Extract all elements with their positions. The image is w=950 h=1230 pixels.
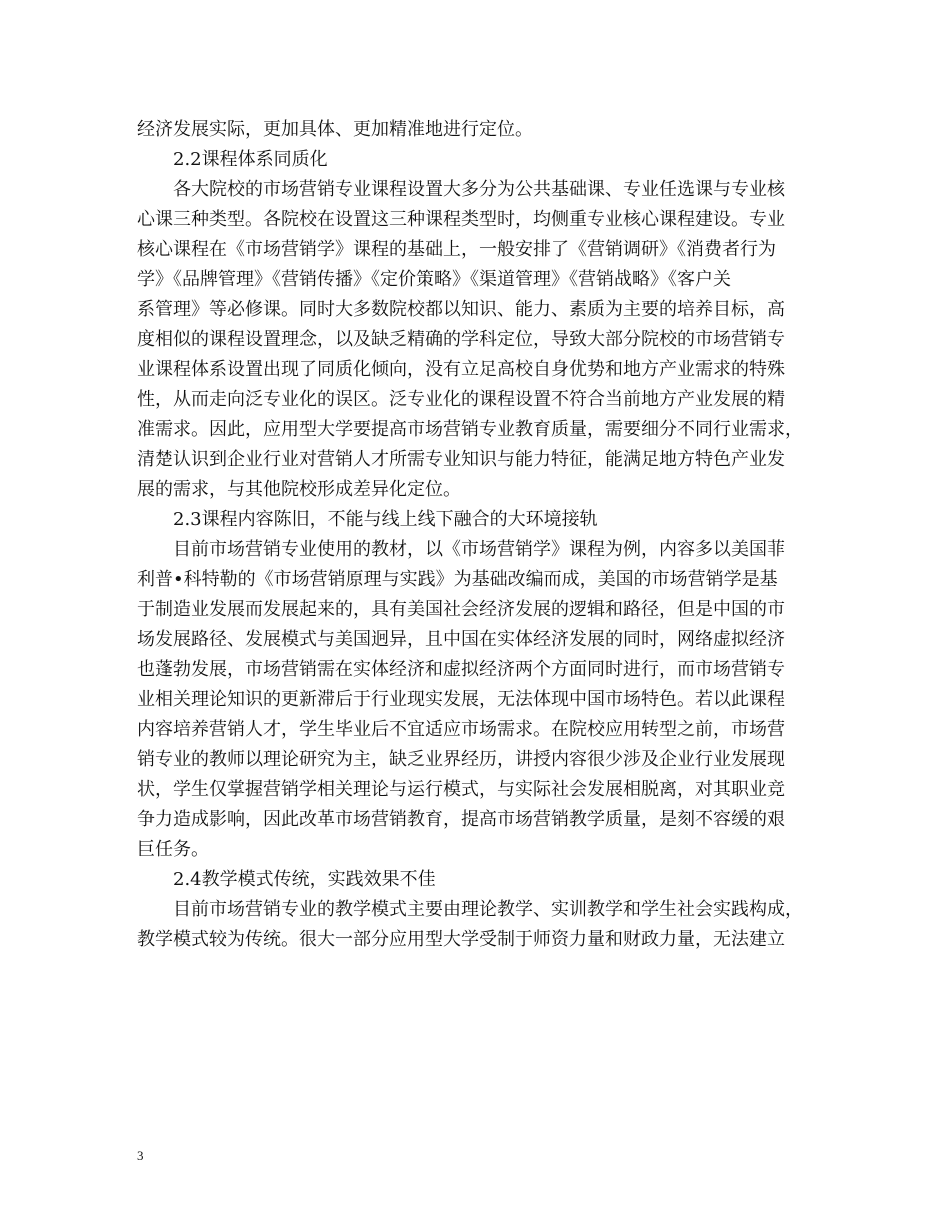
page-number: 3	[137, 1148, 144, 1163]
paragraph-line: 目前市场营销专业的教学模式主要由理论教学、实训教学和学生社会实践构成，	[173, 899, 803, 920]
paragraph-line: 清楚认识到企业行业对营销人才所需专业知识与能力特征，能满足地方特色产业发	[137, 449, 785, 470]
paragraph-line: 业课程体系设置出现了同质化倾向，没有立足高校自身优势和地方产业需求的特殊	[137, 359, 785, 380]
document-body	[137, 115, 825, 955]
paragraph-line: 场发展路径、发展模式与美国迥异，且中国在实体经济发展的同时，网络虚拟经济	[137, 629, 785, 650]
section-heading-2-3: 2.3课程内容陈旧，不能与线上线下融合的大环境接轨	[173, 509, 598, 530]
paragraph-line: 内容培养营销人才，学生毕业后不宜适应市场需求。在院校应用转型之前，市场营	[137, 719, 785, 740]
paragraph-line: 于制造业发展而发展起来的，具有美国社会经济发展的逻辑和路径，但是中国的市	[137, 599, 785, 620]
paragraph-line: 核心课程在《市场营销学》课程的基础上，一般安排了《营销调研》《消费者行为	[137, 239, 776, 260]
paragraph-line: 各大院校的市场营销专业课程设置大多分为公共基础课、专业任选课与专业核	[173, 179, 785, 200]
paragraph-line: 教学模式较为传统。很大一部分应用型大学受制于师资力量和财政力量，无法建立	[137, 929, 785, 950]
paragraph-line: 度相似的课程设置理念，以及缺乏精确的学科定位，导致大部分院校的市场营销专	[137, 329, 785, 350]
paragraph-line: 争力造成影响，因此改革市场营销教育，提高市场营销教学质量，是刻不容缓的艰	[137, 809, 785, 830]
paragraph-line: 经济发展实际，更加具体、更加精准地进行定位。	[137, 119, 533, 140]
paragraph-line: 利普•科特勒的《市场营销原理与实践》为基础改编而成，美国的市场营销学是基	[137, 569, 778, 590]
paragraph-line: 巨任务。	[137, 839, 209, 860]
paragraph-line: 展的需求，与其他院校形成差异化定位。	[137, 479, 461, 500]
paragraph-line: 也蓬勃发展，市场营销需在实体经济和虚拟经济两个方面同时进行，而市场营销专	[137, 659, 785, 680]
paragraph-line: 目前市场营销专业使用的教材，以《市场营销学》课程为例，内容多以美国菲	[173, 539, 785, 560]
paragraph-line: 性，从而走向泛专业化的误区。泛专业化的课程设置不符合当前地方产业发展的精	[137, 389, 785, 410]
paragraph-line: 心课三种类型。各院校在设置这三种课程类型时，均侧重专业核心课程建设。专业	[137, 209, 785, 230]
paragraph-line: 销专业的教师以理论研究为主，缺乏业界经历，讲授内容很少涉及企业行业发展现	[137, 749, 785, 770]
paragraph-line: 学》《品牌管理》《营销传播》《定价策略》《渠道管理》《营销战略》《客户关	[137, 269, 731, 290]
section-heading-2-2: 2.2课程体系同质化	[173, 149, 328, 170]
paragraph-line: 业相关理论知识的更新滞后于行业现实发展，无法体现中国市场特色。若以此课程	[137, 689, 785, 710]
paragraph-line: 系管理》等必修课。同时大多数院校都以知识、能力、素质为主要的培养目标，高	[137, 299, 785, 320]
section-heading-2-4: 2.4教学模式传统，实践效果不佳	[173, 869, 436, 890]
paragraph-line: 准需求。因此，应用型大学要提高市场营销专业教育质量，需要细分不同行业需求，	[137, 419, 803, 440]
paragraph-line: 状，学生仅掌握营销学相关理论与运行模式，与实际社会发展相脱离，对其职业竞	[137, 779, 785, 800]
